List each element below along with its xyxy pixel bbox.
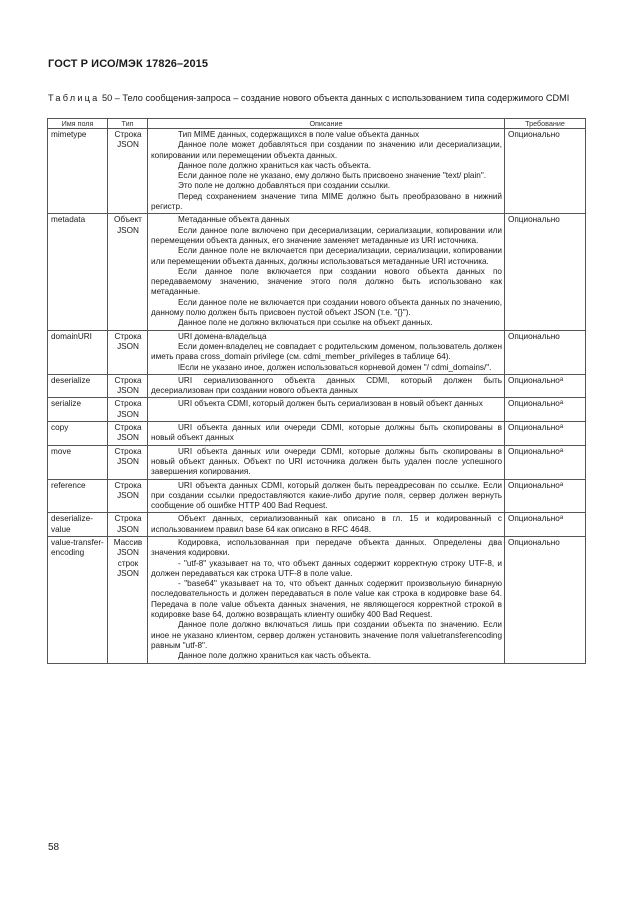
description-paragraph: Кодировка, использованная при передаче объекта данных. Определены два значения кодировки. [151, 537, 502, 558]
description-paragraph: Если домен-владелец не совпадает с родительским доменом, пользователь должен иметь права cross_domain privilege (см. cdmi_member_privileges в таблице 64). [151, 341, 502, 362]
requirement-text: Опционально [508, 399, 560, 409]
field-requirement-cell [505, 513, 586, 537]
requirement-text: Опционально [508, 375, 560, 385]
field-requirement-cell [505, 536, 586, 663]
description-paragraph: Перед сохранением значение типа MIME должно быть преобразовано в нижний регистр. [151, 191, 502, 212]
field-description-cell [148, 513, 505, 537]
description-paragraph: URI домена-владельца [178, 331, 267, 341]
table-caption [48, 92, 588, 104]
field-name-cell: domainURI [48, 330, 108, 374]
field-name-cell: deserialize [48, 374, 108, 398]
field-description-cell [148, 422, 505, 446]
requirement-text: Опционально [508, 480, 560, 490]
description-paragraph: Метаданные объекта данных [178, 215, 290, 225]
table-header-row [48, 119, 586, 129]
description-paragraph: - "utf-8" указывает на то, что объект данных содержит корректную строку UTF-8, и должен передаваться как строка UTF-8 в поле value. [151, 558, 502, 578]
field-name-cell: serialize [48, 398, 108, 422]
field-description-cell [148, 479, 505, 513]
description-paragraph: Если данное поле включается при создании нового объекта данных по передаваемому значению, значение этого поля должно быть использовано как метаданные. [151, 266, 502, 297]
footnote-marker: a [559, 515, 564, 522]
field-type-cell: Объект JSON [108, 214, 148, 330]
description-paragraph: URI сериализованного объекта данных CDMI, который должен быть десериализован при создании нового объекта данных [151, 375, 502, 396]
requirement-text: Опционально [508, 130, 560, 139]
table-row [48, 479, 586, 513]
table-row [48, 330, 586, 374]
requirement-text: Опционально [508, 446, 560, 456]
field-description-cell [148, 129, 505, 214]
table-caption-text: 50 – Тело сообщения-запроса – создание нового объекта данных с использованием типа содержимого CDMI [99, 93, 570, 103]
field-name-cell: deserialize-value [48, 513, 108, 537]
requirement-text: Опционально [508, 331, 560, 341]
field-name-cell: move [48, 445, 108, 479]
description-paragraph: Если данное поле не включается при создании нового объекта данных по значению, данному полю должен быть присвоен пустой объект JSON (т.е. "{}"). [151, 297, 502, 318]
field-type-cell: Строка JSON [108, 398, 148, 422]
table-row [48, 445, 586, 479]
requirement-text: Опционально [508, 423, 560, 433]
requirement-text: Опционально [508, 537, 560, 547]
description-paragraph: Объект данных, сериализованный как описано в гл. 15 и кодированный с использованием правил base 64 как описано в RFC 4648. [151, 514, 502, 534]
column-header-requirement: Требование [505, 119, 586, 129]
field-requirement-cell [505, 445, 586, 479]
field-type-cell: Строка JSON [108, 479, 148, 513]
field-type-cell: Строка JSON [108, 513, 148, 537]
description-paragraph: Данное поле не должно включаться при ссылке на объект данных. [178, 318, 433, 328]
column-header-name: Имя поля [48, 119, 108, 129]
table-row [48, 214, 586, 330]
field-requirement-cell [505, 422, 586, 446]
field-type-cell: Массив JSON строк JSON [108, 536, 148, 663]
table-row [48, 422, 586, 446]
field-requirement-cell [505, 330, 586, 374]
footnote-marker: a [559, 424, 564, 431]
field-name-cell: copy [48, 422, 108, 446]
footnote-marker: a [559, 481, 564, 488]
field-name-cell: value-transfer-encoding [48, 536, 108, 663]
description-paragraph: lЕсли не указано иное, должен использоваться корневой домен "/ cdmi_domains/". [178, 362, 492, 372]
description-paragraph: Данное поле должно включаться лишь при создании объекта по значению. Если иное не указано клиентом, сервер должен установить значение поля valuetransferencoding равным "utf-8". [151, 620, 502, 650]
field-type-cell: Строка JSON [108, 330, 148, 374]
description-paragraph: Тип MIME данных, содержащихся в поле value объекта данных [178, 130, 420, 139]
table-row [48, 536, 586, 663]
table-row [48, 398, 586, 422]
footnote-marker: a [559, 376, 564, 383]
description-paragraph: Данное поле должно храниться как часть объекта. [178, 160, 371, 170]
field-name-cell: reference [48, 479, 108, 513]
table-row [48, 513, 586, 537]
field-type-cell: Строка JSON [108, 445, 148, 479]
page-number: 58 [48, 842, 60, 853]
description-paragraph: Если данное поле не указано, ему должно быть присвоено значение "text/ plain". [178, 171, 487, 181]
field-requirement-cell [505, 479, 586, 513]
field-requirement-cell [505, 374, 586, 398]
field-type-cell: Строка JSON [108, 129, 148, 214]
description-paragraph: URI объекта CDMI, который должен быть сериализован в новый объект данных [178, 399, 483, 409]
field-type-cell: Строка JSON [108, 374, 148, 398]
table-row [48, 374, 586, 398]
table-caption-label: Таблица [48, 93, 100, 103]
description-paragraph: - "base64" указывает на то, что объект данных содержит произвольную бинарную последовательность и должен передаваться в поле value как строка в кодировке base 64. Передача в поле value объекта данных значения, не являющегося корректной строкой в кодировке base 64, должно возвращать клиенту ошибку 400 Bad Request. [151, 579, 502, 620]
table-row [48, 129, 586, 214]
column-header-type: Тип [108, 119, 148, 129]
description-paragraph: Если данное поле включено при десериализации, сериализации, копировании или перемещении объекта данных, его значение заменяет метаданные из URI источника. [151, 225, 502, 245]
footnote-marker: a [559, 400, 564, 407]
field-description-cell [148, 398, 505, 422]
field-requirement-cell [505, 214, 586, 330]
spec-table [47, 118, 586, 664]
description-paragraph: Данное поле должно храниться как часть объекта. [178, 651, 371, 661]
requirement-text: Опционально [508, 215, 560, 225]
field-type-cell: Строка JSON [108, 422, 148, 446]
description-paragraph: URI объекта данных или очереди CDMI, которые должны быть скопированы в новый объект данных [151, 423, 502, 443]
field-requirement-cell [505, 398, 586, 422]
description-paragraph: Если данное поле не включается при десериализации, сериализации, копировании или перемещении объекта данных, должны использоваться метаданные URI источника. [151, 246, 502, 266]
footnote-marker: a [559, 447, 564, 454]
column-header-description: Описание [148, 119, 505, 129]
field-description-cell [148, 214, 505, 330]
field-description-cell [148, 536, 505, 663]
field-description-cell [148, 330, 505, 374]
field-name-cell: metadata [48, 214, 108, 330]
requirement-text: Опционально [508, 514, 560, 524]
field-name-cell: mimetype [48, 129, 108, 214]
description-paragraph: URI объекта данных CDMI, который должен быть переадресован по ссылке. Если при создании ссылки предоставляются какие-либо другие поля, сервер должен вернуть сообщение об ошибке HTTP 400 Bad Request. [151, 480, 502, 511]
description-paragraph: Это поле не должно добавляться при создании ссылки. [178, 181, 391, 191]
description-paragraph: URI объекта данных или очереди CDMI, которые должны быть скопированы в новый объект данных. Объект по URI источника должен быть удален после успешного завершения копирования. [151, 446, 502, 477]
field-description-cell [148, 445, 505, 479]
field-requirement-cell [505, 129, 586, 214]
field-description-cell [148, 374, 505, 398]
document-header: ГОСТ Р ИСО/МЭК 17826–2015 [48, 58, 209, 70]
description-paragraph: Данное поле может добавляться при создании по значению или десериализации, копировании или перемещении объекта данных. [151, 140, 502, 160]
